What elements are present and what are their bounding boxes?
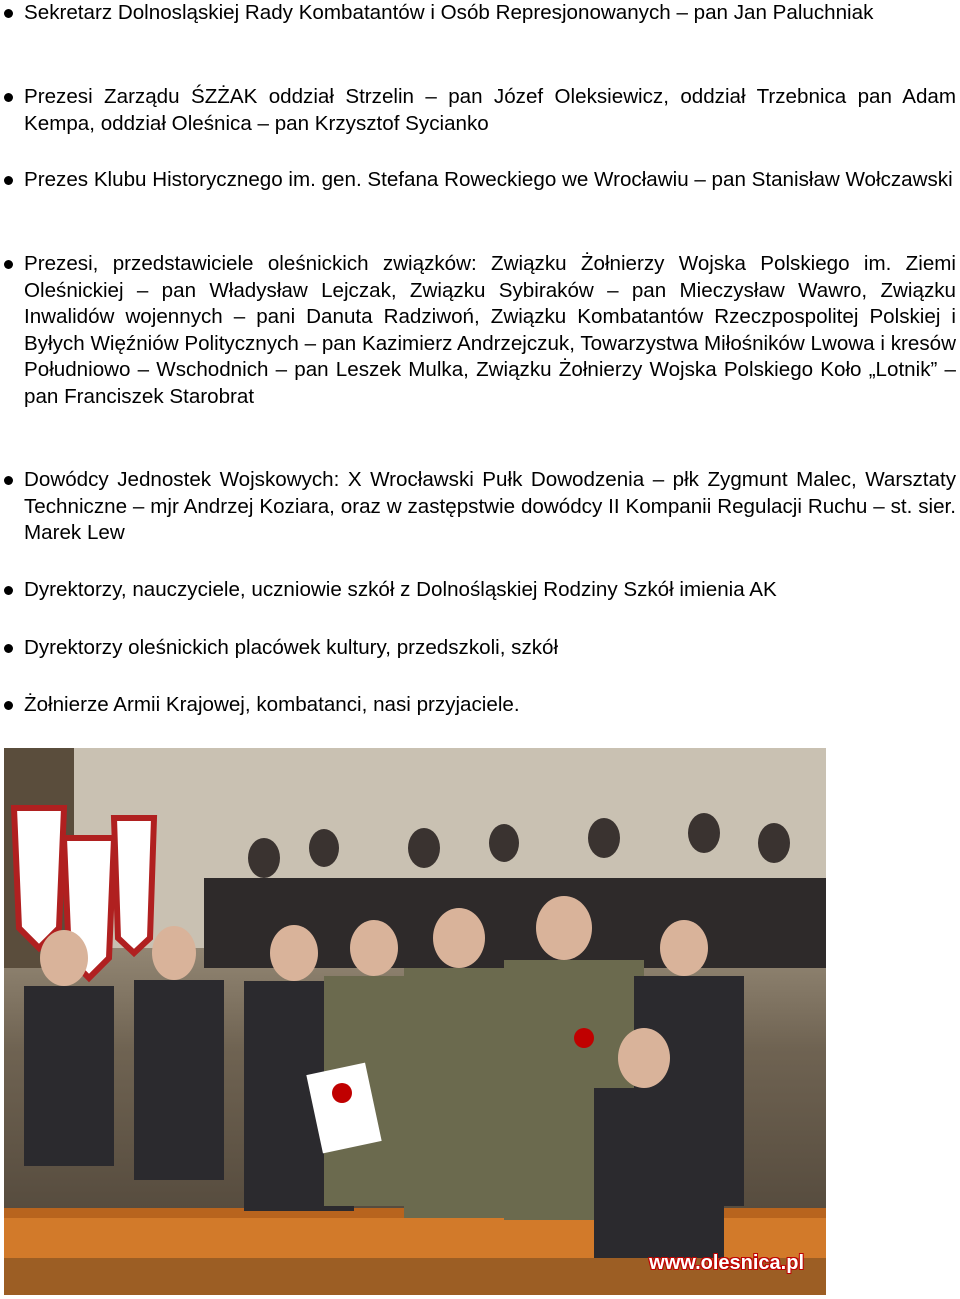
list-item: [0, 0, 960, 27]
bullet-icon: [4, 93, 13, 102]
list-item: [0, 467, 960, 547]
list-item-text: Dyrektorzy oleśnickich placówek kultury, przedszkoli, szkół: [24, 636, 559, 659]
list-item: [0, 84, 960, 137]
list-item-text: Żołnierze Armii Krajowej, kombatanci, nasi przyjaciele.: [24, 693, 520, 716]
bullet-icon: [4, 176, 13, 185]
watermark-text: www.olesnica.pl: [649, 1252, 804, 1274]
list-item: [0, 692, 960, 719]
list-item: [0, 635, 960, 662]
bullet-icon: [4, 586, 13, 595]
list-item: [0, 251, 960, 410]
list-item-text: Prezes Klubu Historycznego im. gen. Stefana Roweckiego we Wrocławiu – pan Stanisław Wołczawski: [24, 168, 953, 191]
bullet-icon: [4, 644, 13, 653]
bullet-icon: [4, 476, 13, 485]
list-item: [0, 167, 960, 194]
list-item-text: Prezesi, przedstawiciele oleśnickich związków: Związku Żołnierzy Wojska Polskiego im. Ziemi Oleśnickiej – pan Władysław Lejczak, Związku Sybiraków – pan Mieczysław Wawro, Związku Inwalidów wojennych – pani Danuta Radziwoń, Związku Kombatantów Rzeczpospolitej Polskiej i Byłych Więźniów Politycznych – pan Kazimierz Andrzejczuk, Towarzystwa Miłośników Lwowa i kresów Południowo – Wschodnich – pan Leszek Mulka, Związku Żołnierzy Wojska Polskiego Koło „Lotnik” – pan Franciszek Starobrat: [24, 252, 956, 408]
audience-illustration: [4, 748, 826, 1295]
list-item-text: Prezesi Zarządu ŚZŻAK oddział Strzelin – pan Józef Oleksiewicz, oddział Trzebnica pan Adam Kempa, oddział Oleśnica – pan Krzysztof Sycianko: [24, 85, 956, 135]
list-item: [0, 577, 960, 604]
bullet-icon: [4, 701, 13, 710]
bullet-icon: [4, 9, 13, 18]
event-photo: [4, 748, 826, 1295]
list-item-text: Dyrektorzy, nauczyciele, uczniowie szkół z Dolnośląskiej Rodziny Szkół imienia AK: [24, 578, 777, 601]
list-item-text: Dowódcy Jednostek Wojskowych: X Wrocławski Pułk Dowodzenia – płk Zygmunt Malec, Warsztaty Techniczne – mjr Andrzej Koziara, oraz w zastępstwie dowódcy II Kompanii Regulacji Ruchu – st. sier. Marek Lew: [24, 468, 956, 544]
bullet-icon: [4, 260, 13, 269]
list-item-text: Sekretarz Dolnosląskiej Rady Kombatantów i Osób Represjonowanych – pan Jan Paluchniak: [24, 1, 874, 24]
